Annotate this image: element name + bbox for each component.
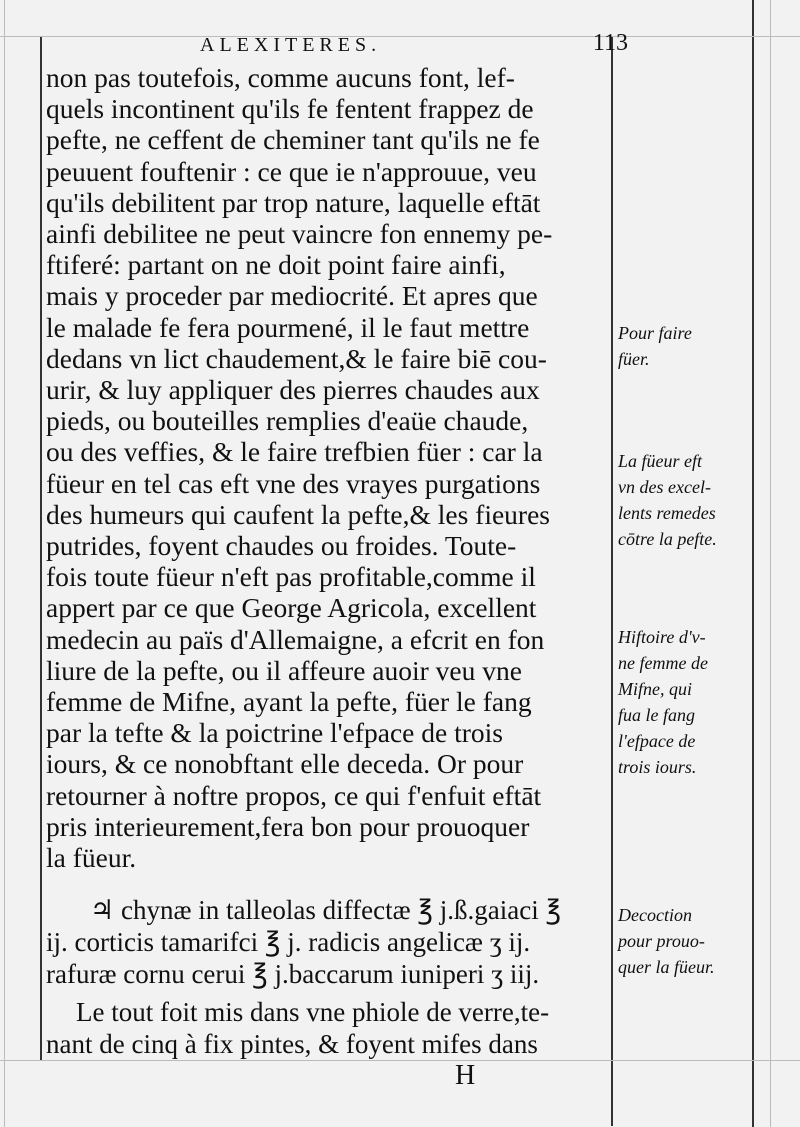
far-left-rule	[4, 0, 5, 1127]
text-line: dedans vn lict chaudement,& le faire biē cou-	[46, 342, 547, 374]
note-line: cōtre la pefte.	[618, 529, 717, 549]
text-line: füeur en tel cas eft vne des vrayes purgations	[46, 467, 541, 499]
note-line: Mifne, qui	[618, 679, 692, 699]
note-line: quer la füeur.	[618, 957, 715, 977]
text-line: le malade fe fera pourmené, il le faut mettre	[46, 311, 530, 343]
text-line: pris interieurement,fera bon pour prouoquer	[46, 810, 530, 842]
text-line: pieds, ou bouteilles remplies d'eaüe chaude,	[46, 405, 529, 437]
note-line: l'efpace de	[618, 731, 696, 751]
text-line: medecin au païs d'Allemaigne, a efcrit en fon	[46, 623, 545, 655]
note-line: Pour faire	[618, 323, 692, 343]
text-line: ainfi debilitee ne peut vaincre fon ennemy pe-	[46, 218, 553, 250]
text-line: retourner à noftre propos, ce qui f'enfuit eftāt	[46, 779, 542, 811]
continuation-block	[46, 996, 610, 1060]
text-line: des humeurs qui caufent la pefte,& les fieures	[46, 498, 550, 530]
note-line: pour prouo-	[618, 931, 705, 951]
text-line: appert par ce que George Agricola, excellent	[46, 592, 537, 624]
text-line: qu'ils debilitent par trop nature, laquelle eftāt	[46, 186, 541, 218]
note-line: Decoction	[618, 905, 692, 925]
note-line: Hiftoire d'v-	[618, 627, 706, 647]
recipe-line: rafuræ cornu cerui ℥ j.baccarum iuniperi ʒ iij.	[46, 959, 540, 989]
text-line: la füeur.	[46, 842, 137, 874]
text-line: non pas toutefois, comme aucuns font, lef-	[46, 62, 515, 93]
recipe-line: ♃ chynæ in talleolas diffectæ ℥ j.ß.gaiaci ℥	[90, 895, 562, 925]
text-line: mais y proceder par mediocrité. Et apres que	[46, 280, 538, 312]
text-line: quels incontinent qu'ils fe fentent frappez de	[46, 93, 534, 125]
note-line: fua le fang	[618, 705, 695, 725]
margin-note-decoction	[618, 902, 768, 980]
note-line: füer.	[618, 349, 650, 369]
text-line: putrides, foyent chaudes ou froides. Toute-	[46, 530, 517, 562]
note-line: vn des excel-	[618, 477, 711, 497]
signature-mark: H	[455, 1060, 476, 1091]
left-margin-rule	[40, 36, 42, 1060]
bottom-rule	[0, 1060, 800, 1061]
note-line: lents remedes	[618, 503, 716, 523]
text-line: liure de la pefte, ou il affeure auoir veu vne	[46, 654, 522, 686]
text-line: fois toute füeur n'eft pas profitable,comme il	[46, 561, 536, 593]
text-line: peuuent fouftenir : ce que ie n'approuue, veu	[46, 155, 537, 187]
text-line: pefte, ne ceffent de cheminer tant qu'ils ne fe	[46, 124, 540, 156]
text-line: femme de Mifne, ayant la pefte, füer le fang	[46, 686, 532, 718]
margin-note-sweat	[618, 320, 768, 372]
text-line: Le tout foit mis dans vne phiole de verre,te-	[76, 997, 550, 1027]
recipe-line: ij. corticis tamarifci ℥ j. radicis angelicæ ʒ ij.	[46, 927, 531, 957]
text-line: ou des veffies, & le faire trefbien füer : car la	[46, 436, 543, 468]
running-title: ALEXITERES.	[200, 34, 382, 56]
text-line: par la tefte & la poictrine l'efpace de trois	[46, 717, 503, 749]
text-right-rule	[611, 36, 613, 1126]
text-line: urir, & luy appliquer des pierres chaudes aux	[46, 374, 540, 406]
running-header	[200, 30, 628, 60]
margin-note-history	[618, 624, 768, 780]
text-line: ftiferé: partant on ne doit point faire ainfi,	[46, 249, 506, 281]
text-line: iours, & ce nonobftant elle deceda. Or pour	[46, 748, 524, 780]
text-line: nant de cinq à fix pintes, & foyent mifes dans	[46, 1029, 538, 1059]
note-line: ne femme de	[618, 653, 708, 673]
margin-note-remedy	[618, 448, 768, 552]
note-line: trois iours.	[618, 757, 697, 777]
note-line: La füeur eft	[618, 451, 702, 471]
main-text-block	[46, 62, 610, 873]
far-right-rule	[770, 0, 771, 1127]
recipe-block	[46, 894, 610, 990]
page-number: 113	[592, 30, 628, 56]
